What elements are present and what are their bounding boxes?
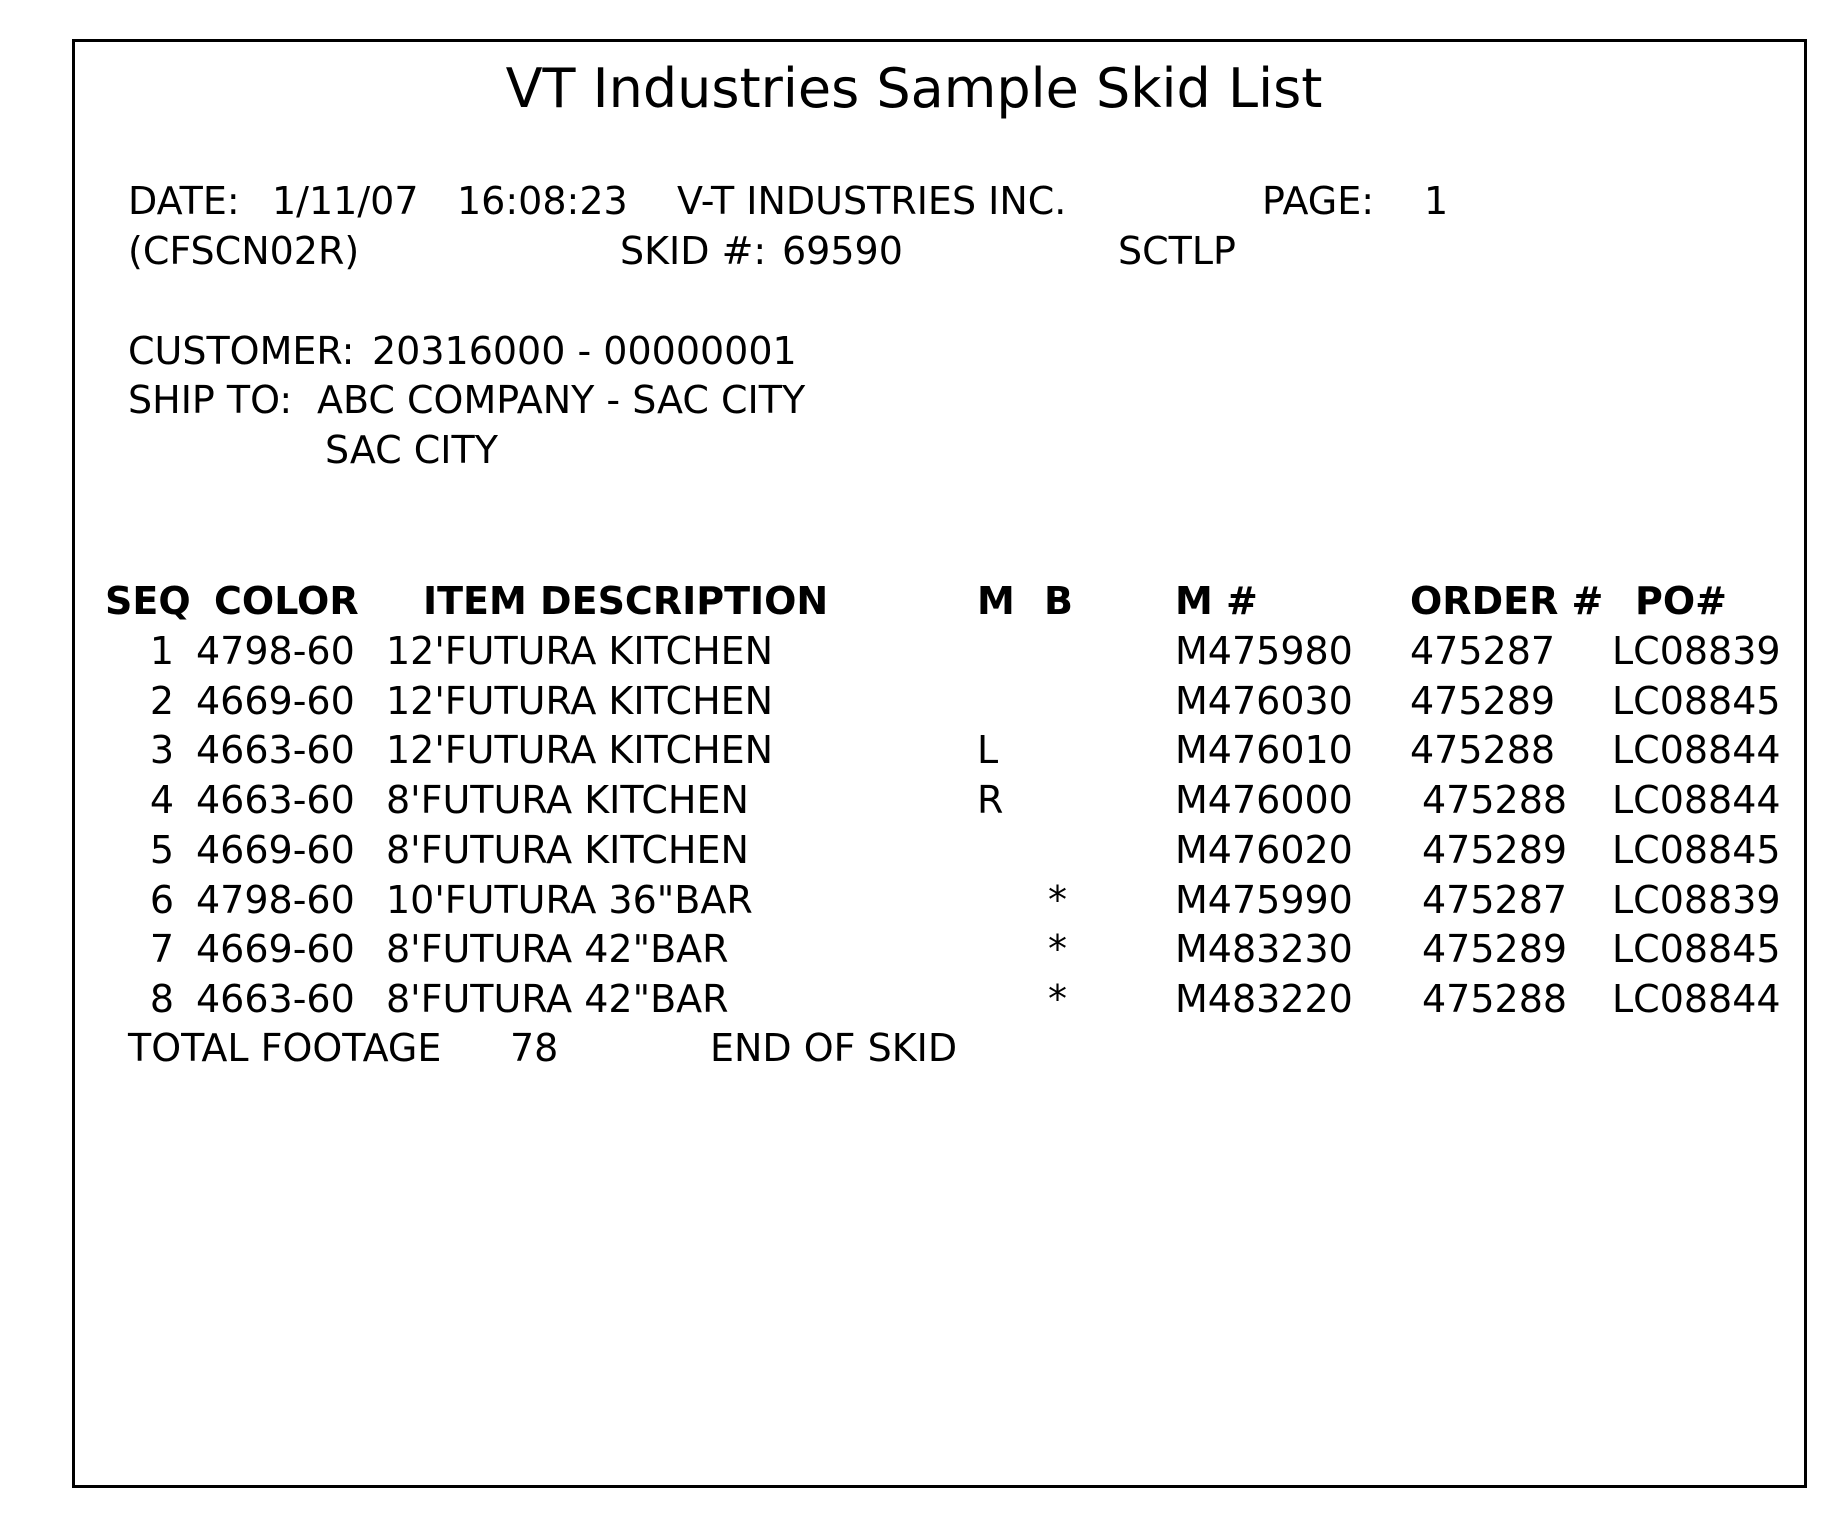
document-title: VT Industries Sample Skid List xyxy=(505,57,1323,120)
cell-color: 4669-60 xyxy=(196,679,355,723)
col-order-number: ORDER # xyxy=(1410,579,1604,623)
cell-description: 8'FUTURA KITCHEN xyxy=(386,828,749,872)
cell-seq: 3 xyxy=(149,728,174,772)
cell-m-number: M483230 xyxy=(1175,927,1353,971)
cell-seq: 6 xyxy=(149,878,174,922)
ship-to-city: SAC CITY xyxy=(325,428,498,472)
ship-to-name: ABC COMPANY - SAC CITY xyxy=(317,378,806,422)
cell-seq: 8 xyxy=(149,977,174,1021)
cell-color: 4663-60 xyxy=(196,977,355,1021)
cell-seq: 4 xyxy=(149,778,174,822)
cell-m-number: M476000 xyxy=(1175,778,1353,822)
total-footage-label: TOTAL FOOTAGE xyxy=(128,1026,442,1070)
cell-order-number: 475289 xyxy=(1410,679,1556,723)
cell-color: 4669-60 xyxy=(196,828,355,872)
cell-po-number: LC08845 xyxy=(1612,828,1781,872)
cell-m-number: M475990 xyxy=(1175,878,1353,922)
date-label: DATE: xyxy=(128,179,240,223)
cell-description: 8'FUTURA 42"BAR xyxy=(386,977,729,1021)
cell-color: 4798-60 xyxy=(196,629,355,673)
company-name: V-T INDUSTRIES INC. xyxy=(677,179,1067,223)
page-value: 1 xyxy=(1424,179,1449,223)
col-m: M xyxy=(977,579,1015,623)
col-po-number: PO# xyxy=(1635,579,1727,623)
cell-order-number: 475287 xyxy=(1410,629,1556,673)
time-value: 16:08:23 xyxy=(457,179,628,223)
cell-order-number: 475289 xyxy=(1422,828,1568,872)
customer-id: 20316000 - 00000001 xyxy=(372,329,797,373)
cell-m: R xyxy=(977,778,1004,822)
cell-description: 12'FUTURA KITCHEN xyxy=(386,728,774,772)
cell-seq: 5 xyxy=(149,828,174,872)
location-code: SCTLP xyxy=(1118,229,1236,273)
cell-description: 8'FUTURA KITCHEN xyxy=(386,778,749,822)
cell-po-number: LC08844 xyxy=(1612,778,1781,822)
cell-description: 12'FUTURA KITCHEN xyxy=(386,629,774,673)
cell-order-number: 475288 xyxy=(1410,728,1556,772)
total-footage-value: 78 xyxy=(510,1026,559,1070)
cell-m-number: M476020 xyxy=(1175,828,1353,872)
cell-po-number: LC08844 xyxy=(1612,977,1781,1021)
col-m-number: M # xyxy=(1175,579,1258,623)
cell-description: 12'FUTURA KITCHEN xyxy=(386,679,774,723)
cell-color: 4669-60 xyxy=(196,927,355,971)
col-b: B xyxy=(1044,579,1073,623)
cell-order-number: 475287 xyxy=(1422,878,1568,922)
cell-description: 8'FUTURA 42"BAR xyxy=(386,927,729,971)
cell-seq: 7 xyxy=(149,927,174,971)
cell-description: 10'FUTURA 36"BAR xyxy=(386,878,753,922)
cell-order-number: 475289 xyxy=(1422,927,1568,971)
cell-order-number: 475288 xyxy=(1422,778,1568,822)
cell-color: 4663-60 xyxy=(196,778,355,822)
skid-label: SKID #: xyxy=(620,229,767,273)
cell-po-number: LC08845 xyxy=(1612,679,1781,723)
ship-to-label: SHIP TO: xyxy=(128,378,293,422)
cell-color: 4798-60 xyxy=(196,878,355,922)
program-id: (CFSCN02R) xyxy=(128,229,360,273)
cell-m-number: M476010 xyxy=(1175,728,1353,772)
page-label: PAGE: xyxy=(1262,179,1375,223)
cell-po-number: LC08845 xyxy=(1612,927,1781,971)
cell-po-number: LC08839 xyxy=(1612,878,1781,922)
cell-po-number: LC08839 xyxy=(1612,629,1781,673)
cell-m: L xyxy=(977,728,999,772)
cell-color: 4663-60 xyxy=(196,728,355,772)
col-color: COLOR xyxy=(214,579,359,623)
col-seq: SEQ xyxy=(105,579,191,623)
cell-order-number: 475288 xyxy=(1422,977,1568,1021)
cell-seq: 1 xyxy=(149,629,174,673)
cell-m-number: M475980 xyxy=(1175,629,1353,673)
cell-po-number: LC08844 xyxy=(1612,728,1781,772)
cell-m-number: M476030 xyxy=(1175,679,1353,723)
skid-value: 69590 xyxy=(782,229,903,273)
cell-m-number: M483220 xyxy=(1175,977,1353,1021)
cell-seq: 2 xyxy=(149,679,174,723)
cell-b: * xyxy=(1048,977,1067,1021)
cell-b: * xyxy=(1048,878,1067,922)
date-value: 1/11/07 xyxy=(272,179,419,223)
col-item-description: ITEM DESCRIPTION xyxy=(423,579,829,623)
end-of-skid: END OF SKID xyxy=(710,1026,958,1070)
cell-b: * xyxy=(1048,927,1067,971)
customer-label: CUSTOMER: xyxy=(128,329,355,373)
